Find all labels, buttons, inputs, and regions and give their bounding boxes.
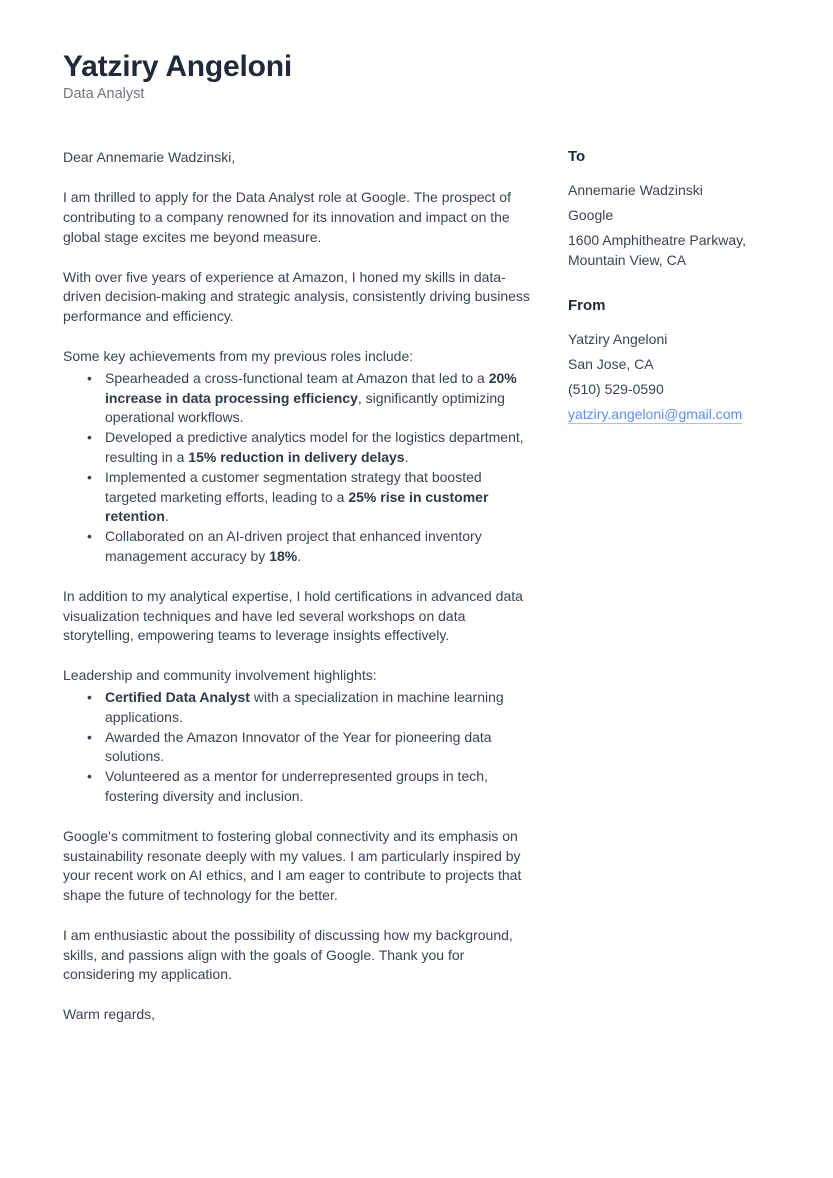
- letter-text: Some key achievements from my previous roles include:: [63, 347, 414, 364]
- letter-bullet-item: [63, 369, 533, 428]
- content-columns: [63, 148, 781, 1025]
- letter-text: Awarded the Amazon Innovator of the Year for pioneering data solutions.: [105, 728, 492, 765]
- letter-text: Implemented a customer segmentation strategy that boosted targeted marketing efforts, leading to a: [105, 468, 482, 505]
- recipient-name: Annemarie Wadzinski: [568, 182, 703, 199]
- sender-email-link[interactable]: yatziry.angeloni@gmail.com: [568, 406, 743, 423]
- from-section: [568, 297, 781, 424]
- letter-bold-text: 20% increase in data processing efficiency: [105, 369, 517, 406]
- letter-bullet-item: [63, 428, 533, 468]
- letter-paragraph: [63, 1005, 533, 1025]
- letter-paragraph: [63, 587, 533, 646]
- letter-paragraph: [63, 148, 533, 168]
- letter-bold-text: 15% reduction in delivery delays: [188, 448, 405, 465]
- recipient-address: 1600 Amphitheatre Parkway, Mountain View, CA: [568, 232, 746, 269]
- contact-sidebar: [568, 148, 781, 429]
- letter-text: .: [164, 508, 169, 525]
- letter-bullet-item: [63, 527, 533, 567]
- letter-text: Google's commitment to fostering global connectivity and its emphasis on sustainability resonate deeply with my values. I am particularly inspired by your recent work on AI ethics, and I am eager to contribute to projects that shape the future of technology for the better.: [63, 827, 522, 904]
- person-name: Yatziry Angeloni: [63, 50, 293, 83]
- sender-phone: (510) 529-0590: [568, 381, 664, 398]
- sender-email-line: [568, 404, 781, 424]
- letter-text: Volunteered as a mentor for underrepresented groups in tech, fostering diversity and inclusion.: [105, 768, 488, 804]
- letter-text: I am thrilled to apply for the Data Analyst role at Google. The prospect of contributing to a company renowned for its innovation and impact on the global stage excites me beyond measure.: [63, 189, 511, 245]
- letter-bullet-item: [63, 767, 533, 807]
- sender-location: San Jose, CA: [568, 356, 654, 373]
- letter-text: with a specialization in machine learning applications.: [105, 688, 504, 725]
- letter-bullet-item: [63, 728, 533, 768]
- person-job-title: Data Analyst: [63, 86, 145, 102]
- letter-text: With over five years of experience at Amazon, I honed my skills in data-driven decision-making and strategic analysis, consistently driving business performance and efficiency.: [63, 268, 530, 325]
- letter-bullet-list: [63, 369, 533, 567]
- to-heading: To: [568, 148, 586, 166]
- header: [63, 50, 781, 103]
- letter-bullet-list: [63, 688, 533, 807]
- letter-paragraph: [63, 268, 533, 327]
- letter-bullet-item: [63, 468, 533, 527]
- letter-body: [63, 148, 533, 1025]
- sender-name: Yatziry Angeloni: [568, 331, 668, 348]
- letter-bold-text: 25% rise in customer retention: [105, 488, 489, 525]
- letter-bullet-item: [63, 688, 533, 728]
- letter-paragraph: [63, 666, 533, 686]
- letter-text: Leadership and community involvement highlights:: [63, 667, 377, 684]
- letter-text: , significantly optimizing operational workflows.: [105, 389, 505, 426]
- to-section: [568, 148, 781, 270]
- letter-text: .: [404, 448, 409, 465]
- letter-bold-text: 18%: [269, 547, 298, 564]
- letter-paragraph: [63, 827, 533, 906]
- letter-text: I am enthusiastic about the possibility of discussing how my background, skills, and passions align with the goals of Google. Thank you for considering my application.: [63, 926, 513, 983]
- from-heading: From: [568, 297, 606, 315]
- letter-text: Dear Annemarie Wadzinski,: [63, 149, 236, 166]
- letter-text: Developed a predictive analytics model for the logistics department, resulting in a: [105, 429, 524, 465]
- letter-text: Spearheaded a cross-functional team at Amazon that led to a: [105, 369, 489, 386]
- recipient-company: Google: [568, 207, 614, 224]
- letter-paragraph: [63, 926, 533, 985]
- letter-text: Collaborated on an AI-driven project that enhanced inventory management accuracy by: [105, 528, 482, 564]
- letter-paragraph: [63, 188, 533, 247]
- letter-text: Warm regards,: [63, 1006, 156, 1023]
- letter-bold-text: Certified Data Analyst: [105, 688, 250, 705]
- letter-text: In addition to my analytical expertise, I hold certifications in advanced data visualization techniques and have led several workshops on data storytelling, empowering teams to leverage insights effectively.: [63, 587, 523, 644]
- letter-paragraph: [63, 347, 533, 367]
- letter-text: .: [297, 547, 302, 564]
